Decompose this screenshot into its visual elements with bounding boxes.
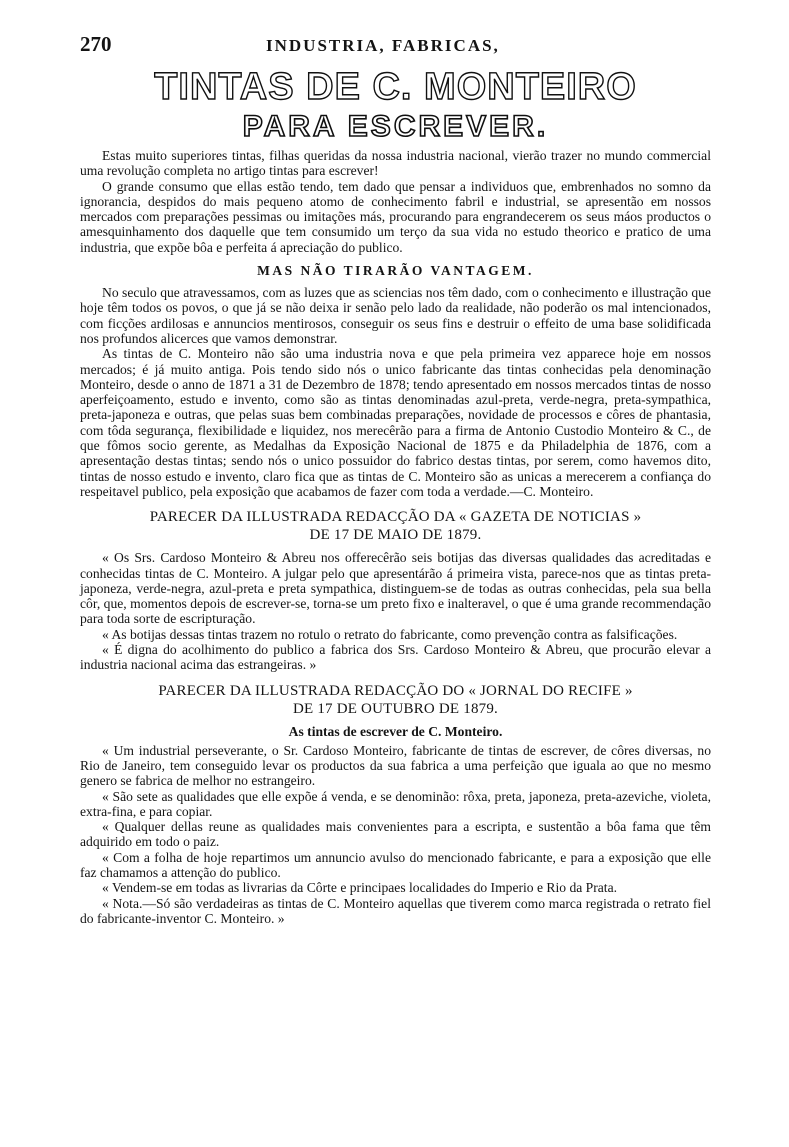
jornal-subheading: As tintas de escrever de C. Monteiro. [288,723,503,739]
quote-paragraph: « Vendem-se em todas as livrarias da Côrte e principaes localidades do Imperio e Rio da Prata. [102,880,618,896]
page-number: 270 [80,32,112,56]
section-heading: MAS NÃO TIRARÃO VANTAGEM. [257,263,534,279]
jornal-heading-line2: DE 17 DE OUTUBRO DE 1879. [293,700,498,717]
intro-paragraph: O grande consumo que ellas estão tendo, tem dado que pensar a individuos que, embrenhados no somno da ignorancia, despidos do mais pequeno atomo de conhecimento fabril e industrial, se apresentão em nossos mercados com preparações pessimas ou imitações más, procurando para engrandecerem os seus máos productos o amesquinhamento dos daquelle que tem consumido um terço da sua vida no estudo theorico e pratico de uma industria, que expõe bôa e perfeita á apreciação do publico. [80,178,711,255]
jornal-heading-line1: PARECER DA ILLUSTRADA REDACÇÃO DO « JORNAL DO RECIFE » [158,682,633,699]
gazeta-heading [80,508,711,544]
jornal-heading [80,682,711,718]
quote-paragraph: « Nota.—Só são verdadeiras as tintas de C. Monteiro aquellas que tiverem como marca registrada o retrato fiel do fabricante-inventor C. Monteiro. » [80,895,711,926]
gazeta-heading-line2: DE 17 DE MAIO DE 1879. [309,527,482,544]
intro-section [80,148,711,255]
main-title: TINTAS DE C. MONTEIRO [154,66,637,108]
quote-paragraph: « É digna do acolhimento do publico a fabrica dos Srs. Cardoso Monteiro & Abreu, que procurão elevar a industria nacional acima das estrangeiras. » [80,642,711,673]
quote-paragraph: « São sete as qualidades que elle expõe á venda, e se denominão: rôxa, preta, japoneza, preta-azeviche, violeta, extra-fina, e para copiar. [80,788,711,819]
history-section [80,285,711,499]
running-title: INDUSTRIA, FABRICAS, [266,36,500,55]
sub-title: PARA ESCREVER. [242,110,549,143]
gazeta-heading-line1: PARECER DA ILLUSTRADA REDACÇÃO DA « GAZETA DE NOTICIAS » [149,509,642,526]
gazeta-section [80,550,711,672]
body-paragraph: As tintas de C. Monteiro não são uma industria nova e que pela primeira vez apparece hoje em nossos mercados; é já muito antiga. Pois tendo sido nós o unico fabricante das tintas conhecidas pela denominação Monteiro, desde o anno de 1871 a 31 de Dezembro de 1878; tendo apresentado em nossos mercados tintas de nosso aperfeiçoamento, estudo e invento, como são as tintas denominadas azul-preta, verde-negra, preta-sympathica, preta-japoneza e outras, que pelas suas bem combinadas preparações, novidade de processos e côres de phantasia, com tôda segurança, flexibilidade e liquidez, nos merecêrão para a firma de Antonio Custodio Monteiro & C., de que fômos socio gerente, as Medalhas da Exposição Nacional de 1875 e da Philadelphia de 1876, com a apresentação destas tintas; sendo nós o unico possuidor do fabrico destas tintas, por serem, como havemos dito, tintas de nosso estudo e invento, claro fica que as tintas de C. Monteiro são as unicas a merecerem a confiança do respeitavel publico, pela exposição que acabamos de fazer com toda a verdade.—C. Monteiro. [80,346,711,499]
jornal-section [80,743,711,927]
running-header [80,32,711,62]
quote-paragraph: « As botijas dessas tintas trazem no rotulo o retrato do fabricante, como prevenção contra as falsificações. [102,626,678,642]
intro-paragraph: Estas muito superiores tintas, filhas queridas da nossa industria nacional, vierão trazer no mundo commercial uma revolução completa no artigo tintas para escrever! [80,148,711,179]
quote-paragraph: « Qualquer dellas reune as qualidades mais convenientes para a escripta, e sustentão a bôa fama que têm adquirido em todo o paiz. [80,819,711,850]
quote-paragraph: « Um industrial perseverante, o Sr. Cardoso Monteiro, fabricante de tintas de escrever, de côres diversas, no Rio de Janeiro, tem conseguido levar os productos da sua fabrica a uma perfeição que iguala ao que no mesmo genero se fabrica de melhor no estrangeiro. [80,742,711,789]
quote-paragraph: « Os Srs. Cardoso Monteiro & Abreu nos offerecêrão seis botijas das diversas qualidades das acreditadas e conhecidas tintas de C. Monteiro. A julgar pelo que apresentárão á primeira vista, parece-nos que as tintas preta-japoneza, verde-negra, azul-preta e preta sympathica, distinguem-se de todas as outras conhecidas, pela sua bella côr, que, momentos depois de escrever-se, torna-se um preto fixo e inalteravel, o que é uma grande recommendação para toda sorte de escripturação. [80,550,711,627]
quote-paragraph: « Com a folha de hoje repartimos um annuncio avulso do mencionado fabricante, e para a exposição que elle faz chamamos a attenção do publico. [80,849,711,880]
body-paragraph: No seculo que atravessamos, com as luzes que as sciencias nos têm dado, com o conhecimento e illustração que hoje têm todos os povos, o que já se não deixa ir senão pelo lado da realidade, não poderão os mal intencionados, com ficções ardilosas e annuncios mentirosos, conseguir os seus fins e destruir o effeito de uma base solidificada nos profundos alicerces que vamos demonstrar. [80,285,711,346]
